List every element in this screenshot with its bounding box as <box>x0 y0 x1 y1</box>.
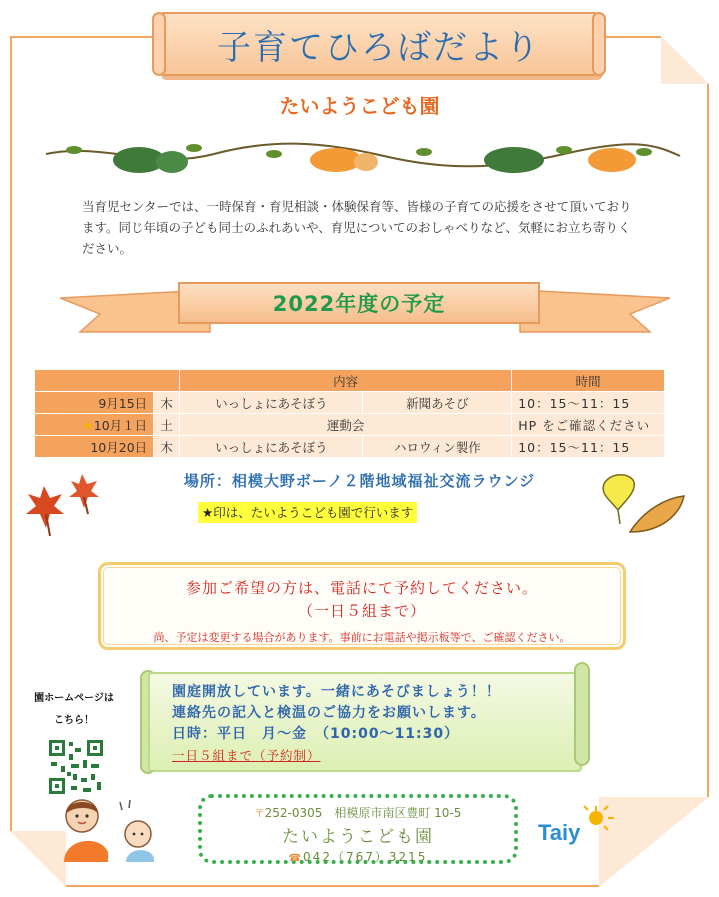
schedule-table <box>34 369 665 458</box>
kindergarten-name: たいようこども園 <box>279 94 440 118</box>
garden-limit: 一日５組まで（予約制） <box>172 748 321 763</box>
row-time: 10：15～11：15 <box>512 436 665 458</box>
row-date: 10月20日 <box>35 436 154 458</box>
star-note: ★印は、たいようこども園で行います <box>198 502 417 523</box>
star-icon: ★ <box>82 417 94 433</box>
header-content: 内容 <box>180 370 512 392</box>
pumpkin-vine-icon <box>44 140 682 182</box>
mother-child-illustration <box>50 794 170 864</box>
table-row <box>35 392 665 414</box>
banner-roll-right <box>592 12 606 76</box>
homepage-label: 園ホームページは こちら！ <box>34 693 114 726</box>
location-text: 場所：相模大野ボーノ２階地域福祉交流ラウンジ <box>183 472 536 490</box>
garden-line-1: 園庭開放しています。一緒にあそびましょう！！ <box>172 684 501 700</box>
reservation-line-1: 参加ご希望の方は、電話にて予約してください。 <box>185 579 538 597</box>
postal-mark-icon: 〒 <box>254 809 265 820</box>
garden-hours: 日時：平日 月～金 （10:00～11:30） <box>172 726 460 742</box>
row-activity-detail: ハロウィン製作 <box>363 436 512 458</box>
postal-address: 〒252-0305 相模原市南区豊町 10-5 <box>254 806 462 820</box>
table-row <box>35 436 665 458</box>
year-title: 2022年度の予定 <box>272 292 446 316</box>
row-activity: いっしょにあそぼう <box>180 392 363 414</box>
garden-open-notice <box>148 672 582 772</box>
header-time: 時間 <box>512 370 665 392</box>
banner-roll-left <box>152 12 166 76</box>
phone-icon: ☎ <box>288 853 304 864</box>
row-date: 9月15日 <box>35 392 154 414</box>
row-activity: 運動会 <box>180 414 512 436</box>
qr-code-icon[interactable] <box>47 738 105 796</box>
address-box <box>198 794 518 864</box>
title-banner <box>158 12 600 76</box>
table-row <box>35 414 665 436</box>
page-curl-top-right <box>661 36 709 84</box>
address-name: たいようこども園 <box>282 827 434 847</box>
row-activity-detail: 新聞あそび <box>363 392 512 414</box>
row-weekday: 木 <box>154 436 180 458</box>
page-title: 子育てひろばだより <box>217 27 541 68</box>
sun-icon <box>589 811 603 825</box>
garden-line-2: 連絡先の記入と検温のご協力をお願いします。 <box>172 705 486 721</box>
row-activity: いっしょにあそぼう <box>180 436 363 458</box>
reservation-caution: 尚、予定は変更する場合があります。事前にお電話や掲示板等で、ご確認ください。 <box>153 631 571 644</box>
taiyo-logo-icon <box>534 800 616 852</box>
row-date: ★10月１日 <box>35 414 154 436</box>
intro-paragraph: 当育児センターでは、一時保育・育児相談・体験保育等、皆様の子育ての応援をさせて頂いております。同じ年頃の子ども同士のふれあいや、育児についてのおしゃべりなど、気軽にお立ち寄りください。 <box>82 199 632 256</box>
row-time: 10：15～11：15 <box>512 392 665 414</box>
logo-text: Taiy <box>538 820 581 845</box>
row-weekday: 木 <box>154 392 180 414</box>
reservation-notice <box>98 562 626 650</box>
phone-number: ☎042（767）3215 <box>288 850 428 864</box>
table-header-row <box>35 370 665 392</box>
row-weekday: 土 <box>154 414 180 436</box>
scroll-edge-right <box>574 662 590 766</box>
year-plate <box>178 282 540 324</box>
reservation-limit: （一日５組まで） <box>297 602 426 620</box>
row-time: HP をご確認ください <box>512 414 665 436</box>
